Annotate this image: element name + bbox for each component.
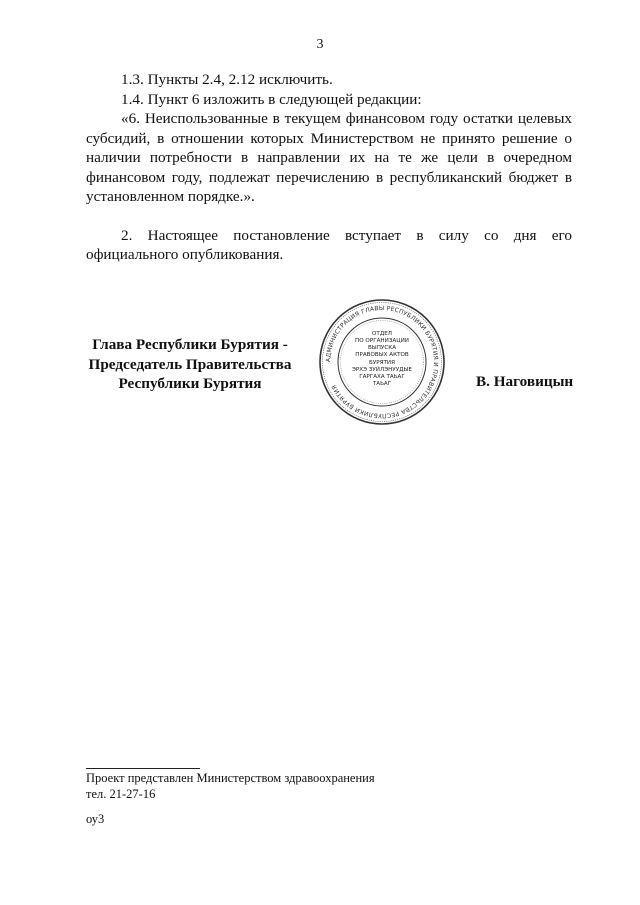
footer-line: Проект представлен Министерством здравоохранения (86, 771, 375, 785)
footer-phone: тел. 21-27-16 (86, 786, 156, 801)
seal-text: ЭРХЭ ЗУЙЛЭНУУДЫЕ (352, 367, 412, 373)
signer-title-line: Глава Республики Бурятия - (92, 336, 288, 353)
seal-text: ОТДЕЛ (372, 331, 392, 337)
signer-title (80, 335, 300, 394)
seal-text: ГАРГАХА ТАЬАГ (359, 374, 405, 380)
seal-text: ПРАВОВЫХ АКТОВ (355, 352, 409, 358)
paragraph-2: 2. Настоящее постановление вступает в силу со дня его официального опубликования. (86, 226, 572, 263)
footer-note (86, 771, 375, 828)
seal-text: ПО ОРГАНИЗАЦИИ (355, 338, 409, 344)
seal-text: ВЫПУСКА (367, 345, 397, 351)
page-number: 3 (316, 37, 324, 52)
signer-title-line: Председатель Правительства (88, 355, 292, 373)
seal-text: ТАЬАГ (372, 381, 392, 387)
paragraph-quote-6: «6. Неиспользованные в текущем финансовом году остатки целевых субсидий, в отношении которых Министерством не принято решение о наличии потребности в направлении их на те же цели в очередном финансовом году, подлежат перечислению в республиканский бюджет в установленном порядке.». (86, 110, 572, 205)
official-seal (318, 298, 446, 426)
seal-ring-text: АДМИНИСТРАЦИЯ ГЛАВЫ РЕСПУБЛИКИ БУРЯТИЯ И ПРАВИТЕЛЬСТВА РЕСПУБЛИКИ БУРЯТИЯ (324, 304, 440, 420)
seal-text: БУРЯТИЯ (369, 360, 395, 366)
footer-code: оу3 (86, 812, 105, 826)
paragraph-1-4: 1.4. Пункт 6 изложить в следующей редакции: (121, 90, 422, 108)
footer-divider (86, 768, 200, 769)
signer-title-line: Республики Бурятия (118, 375, 262, 392)
document-body (86, 70, 572, 265)
paragraph-1-3: 1.3. Пункты 2.4, 2.12 исключить. (121, 71, 333, 88)
signer-name: В. Наговицын (476, 373, 574, 390)
